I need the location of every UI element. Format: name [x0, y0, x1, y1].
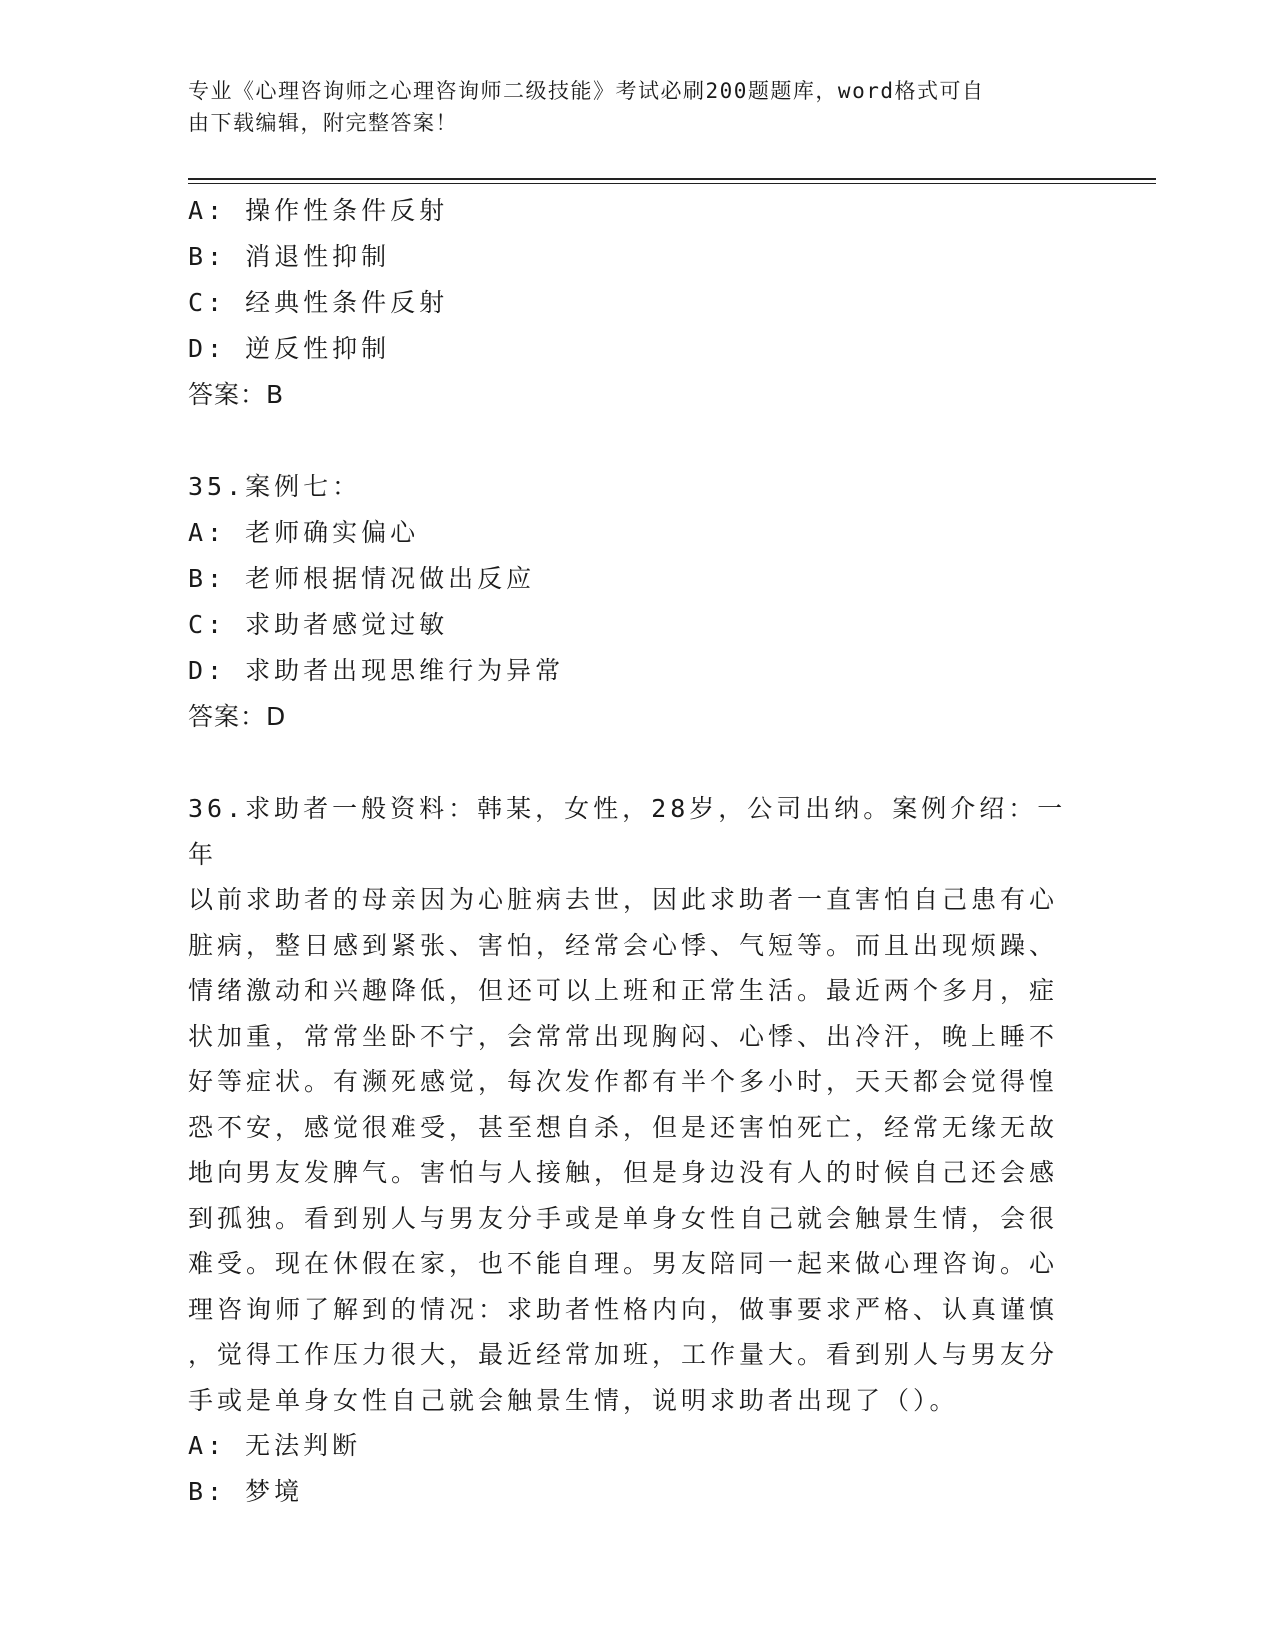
question-35-block — [188, 464, 1088, 740]
stem-line: 情绪激动和兴趣降低，但还可以上班和正常生活。最近两个多月，症 — [188, 976, 1059, 1005]
option-d: D: 求助者出现思维行为异常 — [188, 656, 565, 685]
spacer — [188, 418, 1088, 464]
stem-line: 理咨询师了解到的情况：求助者性格内向，做事要求严格、认真谨慎 — [188, 1294, 1059, 1324]
stem-line: ，觉得工作压力很大，最近经常加班，工作量大。看到别人与男友分 — [188, 1340, 1059, 1369]
stem-line: 地向男友发脾气。害怕与人接触，但是身边没有人的时候自己还会感 — [188, 1158, 1059, 1187]
option-b: B: 老师根据情况做出反应 — [188, 564, 536, 593]
stem-line: 36.求助者一般资料：韩某，女性，28岁，公司出纳。案例介绍：一年 — [188, 794, 1067, 869]
question-34-block — [188, 188, 1088, 418]
answer-label: 答案：D — [188, 702, 287, 731]
option-b: B: 梦境 — [188, 1477, 304, 1506]
header-line-1: 专业《心理咨询师之心理咨询师二级技能》考试必刷200题题库，word格式可自 — [188, 79, 985, 103]
header-divider-thin — [188, 183, 1156, 184]
stem-line: 到孤独。看到别人与男友分手或是单身女性自己就会触景生情，会很 — [188, 1203, 1059, 1233]
stem-line: 手或是单身女性自己就会触景生情，说明求助者出现了（）。 — [188, 1385, 959, 1415]
question-content — [188, 188, 1088, 1515]
document-header — [188, 75, 1068, 139]
option-a: A: 老师确实偏心 — [188, 518, 420, 547]
header-divider-thick — [188, 178, 1156, 180]
stem-line: 恐不安，感觉很难受，甚至想自杀，但是还害怕死亡，经常无缘无故 — [188, 1112, 1059, 1142]
question-stem — [188, 786, 1088, 1423]
option-a: A: 无法判断 — [188, 1431, 362, 1460]
option-a: A: 操作性条件反射 — [188, 196, 449, 225]
stem-line: 以前求助者的母亲因为心脏病去世，因此求助者一直害怕自己患有心 — [188, 885, 1059, 914]
option-c: C: 求助者感觉过敏 — [188, 610, 449, 639]
stem-line: 状加重，常常坐卧不宁，会常常出现胸闷、心悸、出冷汗，晚上睡不 — [188, 1021, 1059, 1051]
option-b: B: 消退性抑制 — [188, 242, 391, 271]
question-36-block — [188, 786, 1088, 1515]
stem-line: 脏病，整日感到紧张、害怕，经常会心悸、气短等。而且出现烦躁、 — [188, 930, 1059, 960]
answer-label: 答案：B — [188, 380, 285, 409]
spacer — [188, 740, 1088, 786]
option-d: D: 逆反性抑制 — [188, 334, 391, 363]
stem-line: 好等症状。有濒死感觉，每次发作都有半个多小时，天天都会觉得惶 — [188, 1067, 1059, 1096]
stem-line: 难受。现在休假在家，也不能自理。男友陪同一起来做心理咨询。心 — [188, 1249, 1059, 1278]
question-stem: 35.案例七： — [188, 472, 362, 501]
option-c: C: 经典性条件反射 — [188, 288, 449, 317]
header-line-2: 由下载编辑，附完整答案！ — [188, 111, 458, 135]
